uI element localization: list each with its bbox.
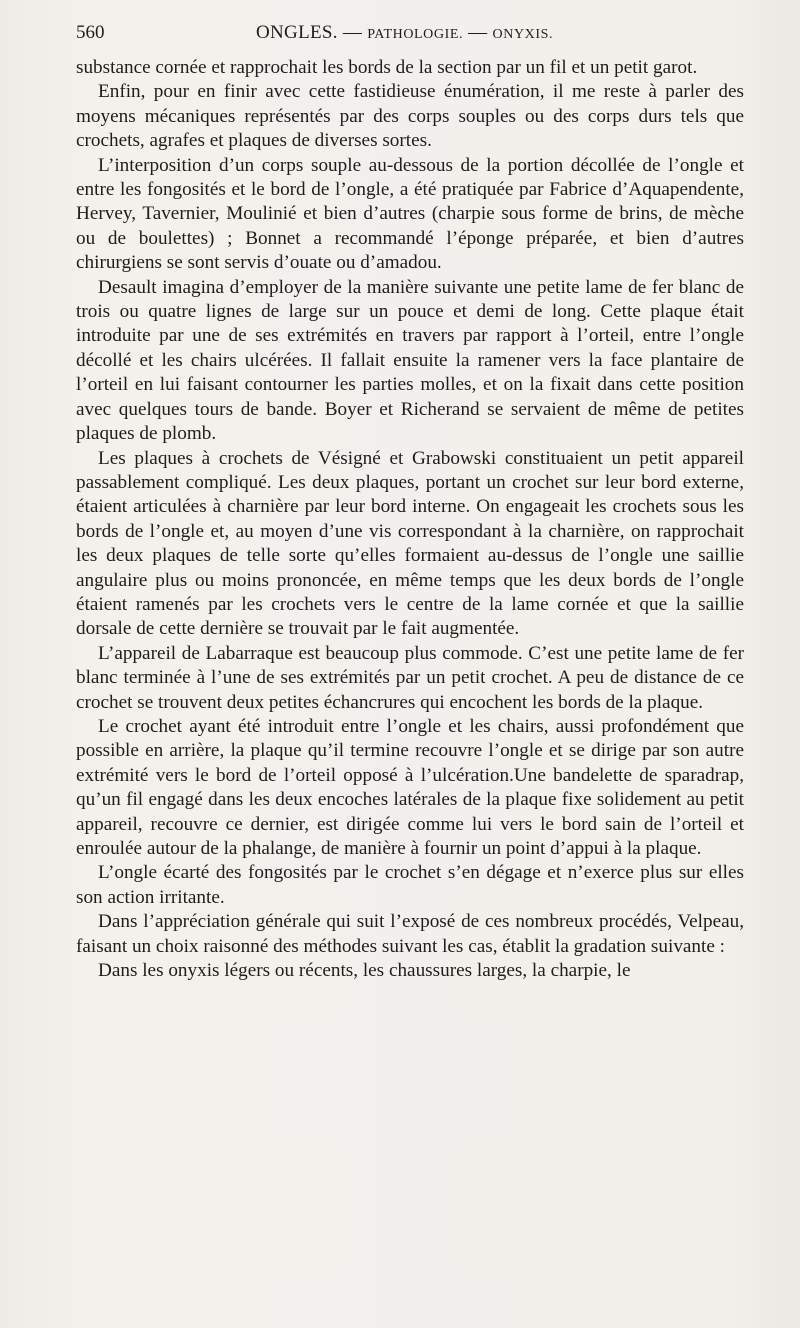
title-sub: ONYXIS. bbox=[492, 27, 554, 42]
paragraph: L’appareil de Labarraque est beaucoup plus commode. C’est une petite lame de fer blanc terminée à l’une de ses extrémités par un petit crochet. A peu de distance de ce crochet se trouvent deux petites échancrures qui encochent les bords de la plaque. bbox=[76, 642, 744, 713]
body-text bbox=[76, 56, 744, 983]
paragraph: substance cornée et rapprochait les bords de la section par un fil et un petit garot. bbox=[76, 57, 698, 78]
page-number: 560 bbox=[76, 22, 105, 43]
paragraph: L’interposition d’un corps souple au-dessous de la portion décollée de l’ongle et entre les fongosités et le bord de l’ongle, a été pratiquée par Fabrice d’Aquapendente, Hervey, Tavernier, Moulinié et bien d’autres (charpie sous forme de brins, de mèche ou de boulettes) ; Bonnet a recommandé l’éponge préparée, et bien d’autres chirurgiens se sont servis d’ouate ou d’amadou. bbox=[76, 154, 744, 274]
paragraph: Les plaques à crochets de Vésigné et Grabowski constituaient un petit appareil passablement compliqué. Les deux plaques, portant un crochet sur leur bord externe, étaient articulées à charnière par leur bord interne. On engageait les crochets sous les bords de l’ongle et, au moyen d’une vis correspondant à la charnière, on rapprochait les deux plaques de telle sorte qu’elles formaient au-dessus de l’ongle une saillie angulaire plus ou moins prononcée, en même temps que les deux bords de l’ongle étaient ramenés par les crochets vers le centre de la lame cornée et que la saillie dorsale de cette dernière se trouvait par le fait augmentée. bbox=[76, 447, 744, 640]
paragraph: L’ongle écarté des fongosités par le crochet s’en dégage et n’exerce plus sur elles son action irritante. bbox=[76, 862, 744, 908]
title-section: PATHOLOGIE. bbox=[367, 27, 464, 42]
paragraph: Le crochet ayant été introduit entre l’ongle et les chairs, aussi profondément que possible en arrière, la plaque qu’il termine recouvre l’ongle et se dirige par son autre extrémité vers le bord de l’orteil opposé à l’ulcération.Une bandelette de sparadrap, qu’un fil engagé dans les deux encoches latérales de la plaque fixe solidement au petit appareil, recouvre ce dernier, est dirigée comme lui vers le bord sain de l’orteil et enroulée autour de la phalange, de manière à fournir un point d’appui à la plaque. bbox=[76, 715, 744, 859]
running-title bbox=[256, 22, 553, 44]
title-main: ONGLES. bbox=[256, 22, 338, 43]
running-header bbox=[76, 22, 744, 50]
title-separator: — bbox=[337, 22, 368, 43]
paragraph: Enfin, pour en finir avec cette fastidieuse énumération, il me reste à parler des moyens mécaniques représentés par des corps souples ou des corps durs tels que crochets, agrafes et plaques de diverses sortes. bbox=[76, 81, 744, 152]
paragraph: Desault imagina d’employer de la manière suivante une petite lame de fer blanc de trois ou quatre lignes de large sur un pouce et demi de long. Cette plaque était introduite par une de ses extrémités en travers par rapport à l’orteil, entre l’ongle décollé et les chairs ulcérées. Il fallait ensuite la ramener vers la face plantaire de l’orteil en lui faisant contourner les parties molles, et on la fixait dans cette position avec quelques tours de bande. Boyer et Richerand se servaient de même de petites plaques de plomb. bbox=[76, 276, 744, 445]
title-separator: — bbox=[463, 22, 493, 43]
paragraph: Dans l’appréciation générale qui suit l’exposé de ces nombreux procédés, Velpeau, faisant un choix raisonné des méthodes suivant les cas, établit la gradation suivante : bbox=[76, 911, 744, 957]
paragraph: Dans les onyxis légers ou récents, les chaussures larges, la charpie, le bbox=[98, 960, 631, 982]
